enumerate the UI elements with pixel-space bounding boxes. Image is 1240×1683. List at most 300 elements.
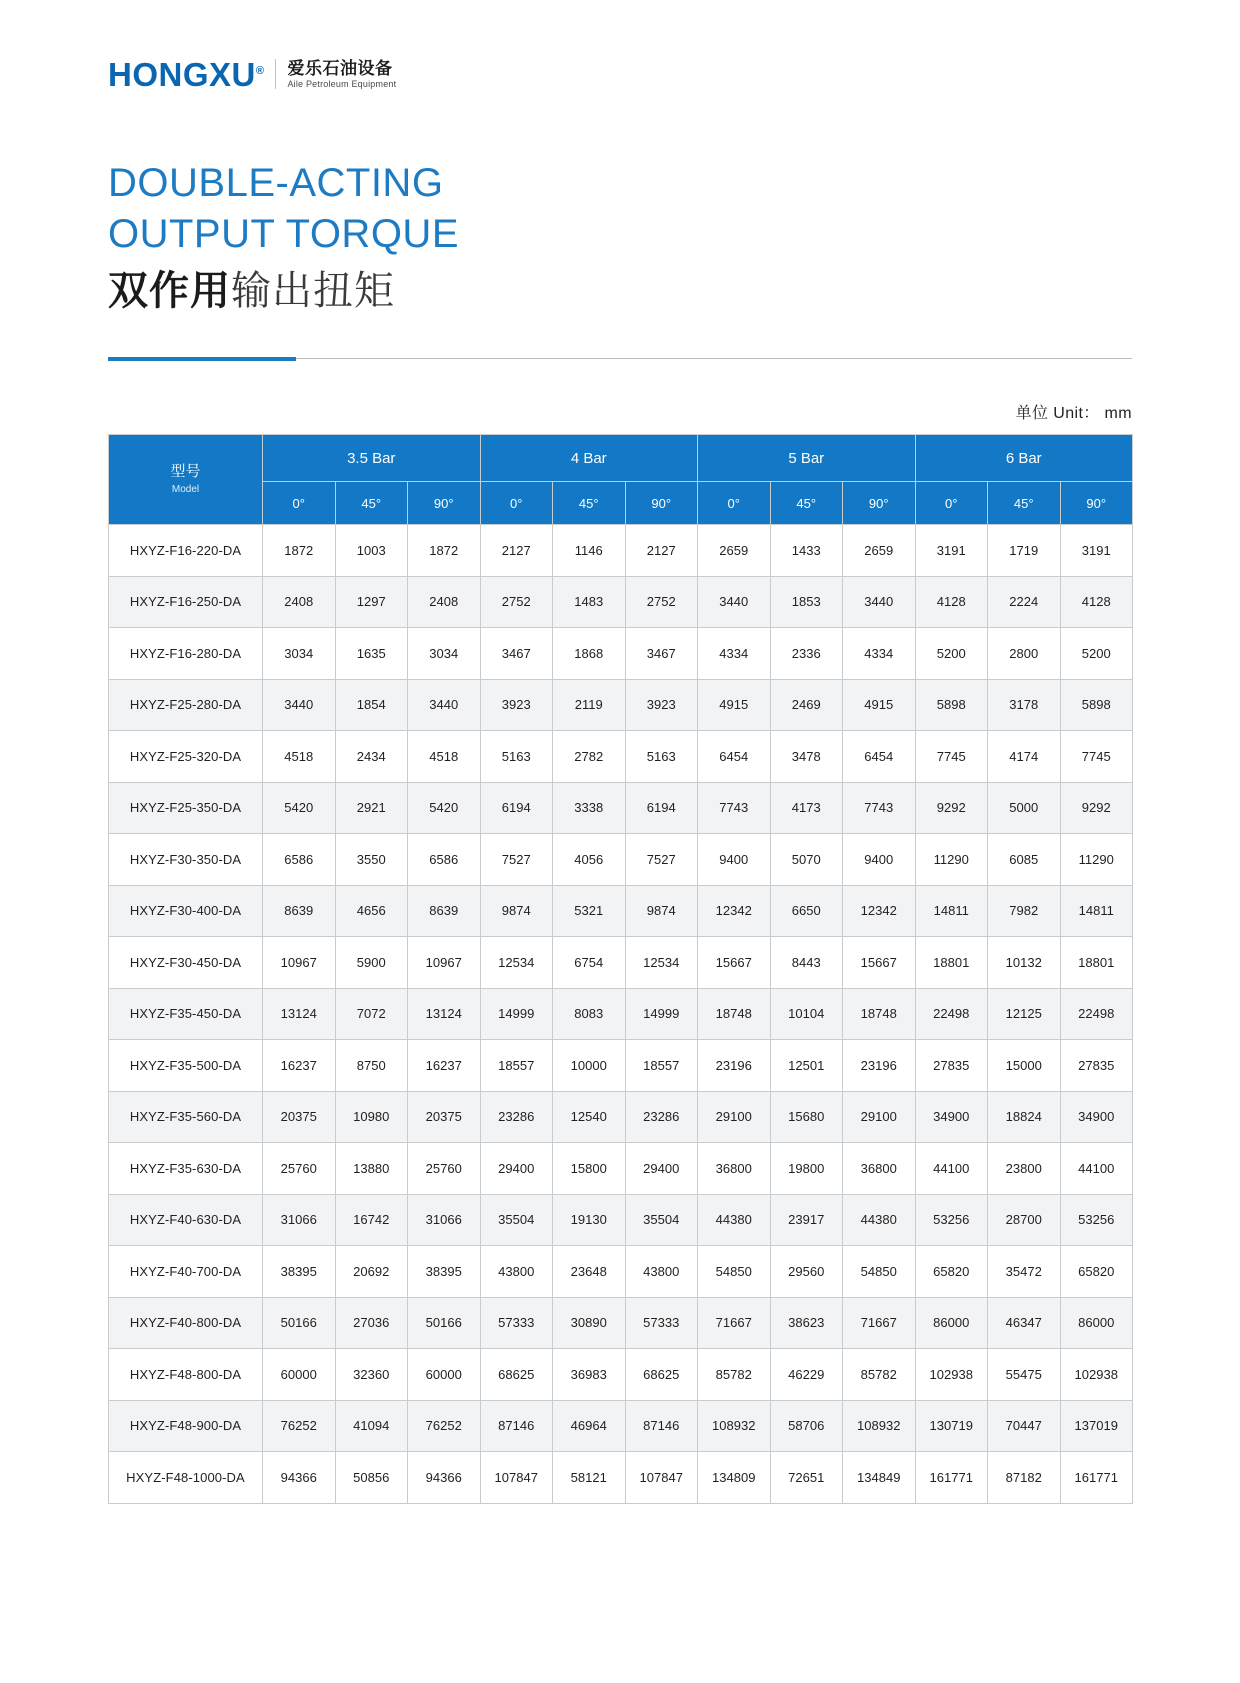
angle-header: 45° <box>770 482 843 525</box>
torque-value-cell: 23800 <box>988 1143 1061 1195</box>
torque-value-cell: 50166 <box>408 1297 481 1349</box>
pressure-group-header: 4 Bar <box>480 435 698 482</box>
torque-value-cell: 38395 <box>263 1246 336 1298</box>
torque-value-cell: 7527 <box>625 834 698 886</box>
torque-value-cell: 44380 <box>698 1194 771 1246</box>
torque-value-cell: 18801 <box>1060 937 1133 989</box>
torque-value-cell: 1872 <box>408 525 481 577</box>
torque-value-cell: 3467 <box>480 628 553 680</box>
model-header-en: Model <box>171 483 200 495</box>
torque-value-cell: 134849 <box>843 1452 916 1504</box>
torque-value-cell: 85782 <box>698 1349 771 1401</box>
table-body <box>109 525 1133 1504</box>
torque-value-cell: 15667 <box>843 937 916 989</box>
table-row <box>109 731 1133 783</box>
torque-value-cell: 1483 <box>553 576 626 628</box>
torque-value-cell: 29400 <box>625 1143 698 1195</box>
model-cell: HXYZ-F16-250-DA <box>109 576 263 628</box>
torque-value-cell: 134809 <box>698 1452 771 1504</box>
torque-value-cell: 15680 <box>770 1091 843 1143</box>
torque-value-cell: 13124 <box>263 988 336 1040</box>
torque-value-cell: 4056 <box>553 834 626 886</box>
torque-value-cell: 58706 <box>770 1400 843 1452</box>
torque-value-cell: 31066 <box>263 1194 336 1246</box>
torque-value-cell: 13880 <box>335 1143 408 1195</box>
torque-value-cell: 12342 <box>698 885 771 937</box>
torque-value-cell: 1853 <box>770 576 843 628</box>
torque-value-cell: 7982 <box>988 885 1061 937</box>
torque-value-cell: 1635 <box>335 628 408 680</box>
torque-value-cell: 23648 <box>553 1246 626 1298</box>
torque-value-cell: 6586 <box>263 834 336 886</box>
torque-value-cell: 10132 <box>988 937 1061 989</box>
logo-divider <box>275 59 276 89</box>
table-row <box>109 937 1133 989</box>
torque-value-cell: 87182 <box>988 1452 1061 1504</box>
table-row <box>109 1194 1133 1246</box>
model-cell: HXYZ-F16-280-DA <box>109 628 263 680</box>
torque-value-cell: 22498 <box>1060 988 1133 1040</box>
torque-value-cell: 19130 <box>553 1194 626 1246</box>
torque-value-cell: 6650 <box>770 885 843 937</box>
model-cell: HXYZ-F40-700-DA <box>109 1246 263 1298</box>
torque-value-cell: 19800 <box>770 1143 843 1195</box>
torque-value-cell: 60000 <box>408 1349 481 1401</box>
torque-value-cell: 2782 <box>553 731 626 783</box>
torque-value-cell: 6454 <box>843 731 916 783</box>
model-header-cell <box>109 435 263 525</box>
torque-value-cell: 29400 <box>480 1143 553 1195</box>
torque-value-cell: 36983 <box>553 1349 626 1401</box>
angle-header: 0° <box>263 482 336 525</box>
torque-value-cell: 130719 <box>915 1400 988 1452</box>
torque-value-cell: 29100 <box>698 1091 771 1143</box>
table-row <box>109 576 1133 628</box>
model-cell: HXYZ-F25-320-DA <box>109 731 263 783</box>
model-cell: HXYZ-F35-630-DA <box>109 1143 263 1195</box>
torque-value-cell: 107847 <box>625 1452 698 1504</box>
torque-value-cell: 3178 <box>988 679 1061 731</box>
torque-value-cell: 4656 <box>335 885 408 937</box>
model-cell: HXYZ-F35-450-DA <box>109 988 263 1040</box>
torque-value-cell: 9874 <box>480 885 553 937</box>
table-row <box>109 782 1133 834</box>
table-head <box>109 435 1133 525</box>
torque-value-cell: 3034 <box>263 628 336 680</box>
brand-name-cn: 爱乐石油设备 <box>287 58 393 78</box>
torque-value-cell: 11290 <box>1060 834 1133 886</box>
angle-header: 0° <box>480 482 553 525</box>
torque-value-cell: 4334 <box>698 628 771 680</box>
divider-accent <box>108 357 296 361</box>
torque-value-cell: 18824 <box>988 1091 1061 1143</box>
torque-value-cell: 1146 <box>553 525 626 577</box>
torque-value-cell: 53256 <box>1060 1194 1133 1246</box>
torque-value-cell: 15667 <box>698 937 771 989</box>
torque-value-cell: 60000 <box>263 1349 336 1401</box>
torque-value-cell: 46229 <box>770 1349 843 1401</box>
torque-value-cell: 38623 <box>770 1297 843 1349</box>
torque-value-cell: 5200 <box>1060 628 1133 680</box>
model-cell: HXYZ-F30-350-DA <box>109 834 263 886</box>
torque-value-cell: 68625 <box>480 1349 553 1401</box>
table-row <box>109 1040 1133 1092</box>
torque-value-cell: 94366 <box>408 1452 481 1504</box>
torque-value-cell: 14999 <box>480 988 553 1040</box>
page-title <box>108 158 459 316</box>
torque-value-cell: 18557 <box>480 1040 553 1092</box>
torque-value-cell: 8083 <box>553 988 626 1040</box>
torque-value-cell: 108932 <box>698 1400 771 1452</box>
torque-value-cell: 34900 <box>1060 1091 1133 1143</box>
title-line-2: OUTPUT TORQUE <box>108 212 459 257</box>
torque-value-cell: 43800 <box>625 1246 698 1298</box>
torque-value-cell: 29100 <box>843 1091 916 1143</box>
unit-note: 单位 Unit： mm <box>1015 405 1132 422</box>
logo-wordmark-text: HONGXU <box>108 56 256 93</box>
torque-value-cell: 7743 <box>843 782 916 834</box>
torque-value-cell: 87146 <box>480 1400 553 1452</box>
torque-value-cell: 23286 <box>625 1091 698 1143</box>
torque-value-cell: 7743 <box>698 782 771 834</box>
torque-value-cell: 3923 <box>480 679 553 731</box>
torque-value-cell: 38395 <box>408 1246 481 1298</box>
torque-value-cell: 3191 <box>1060 525 1133 577</box>
torque-value-cell: 20692 <box>335 1246 408 1298</box>
torque-value-cell: 2469 <box>770 679 843 731</box>
torque-value-cell: 54850 <box>843 1246 916 1298</box>
torque-value-cell: 3478 <box>770 731 843 783</box>
torque-value-cell: 6754 <box>553 937 626 989</box>
table-row <box>109 988 1133 1040</box>
torque-value-cell: 1433 <box>770 525 843 577</box>
torque-value-cell: 12125 <box>988 988 1061 1040</box>
torque-value-cell: 43800 <box>480 1246 553 1298</box>
torque-value-cell: 16237 <box>408 1040 481 1092</box>
table-row <box>109 1400 1133 1452</box>
torque-value-cell: 4173 <box>770 782 843 834</box>
title-line-1: DOUBLE-ACTING <box>108 161 444 205</box>
torque-value-cell: 1868 <box>553 628 626 680</box>
model-cell: HXYZ-F30-400-DA <box>109 885 263 937</box>
torque-value-cell: 6586 <box>408 834 481 886</box>
torque-value-cell: 86000 <box>1060 1297 1133 1349</box>
torque-value-cell: 5898 <box>1060 679 1133 731</box>
model-cell: HXYZ-F35-500-DA <box>109 1040 263 1092</box>
torque-value-cell: 2408 <box>263 576 336 628</box>
table-row <box>109 1349 1133 1401</box>
angle-header: 45° <box>988 482 1061 525</box>
torque-value-cell: 1297 <box>335 576 408 628</box>
torque-value-cell: 7745 <box>1060 731 1133 783</box>
table-row <box>109 1143 1133 1195</box>
torque-value-cell: 27835 <box>915 1040 988 1092</box>
brand-logo <box>108 58 396 91</box>
angle-header: 90° <box>408 482 481 525</box>
torque-value-cell: 10104 <box>770 988 843 1040</box>
torque-value-cell: 29560 <box>770 1246 843 1298</box>
torque-value-cell: 9292 <box>1060 782 1133 834</box>
angle-header: 0° <box>698 482 771 525</box>
torque-value-cell: 31066 <box>408 1194 481 1246</box>
torque-value-cell: 14999 <box>625 988 698 1040</box>
torque-value-cell: 46964 <box>553 1400 626 1452</box>
torque-value-cell: 5420 <box>408 782 481 834</box>
angle-header: 45° <box>335 482 408 525</box>
torque-value-cell: 32360 <box>335 1349 408 1401</box>
torque-value-cell: 57333 <box>625 1297 698 1349</box>
torque-value-cell: 58121 <box>553 1452 626 1504</box>
torque-value-cell: 12501 <box>770 1040 843 1092</box>
title-divider <box>108 357 1132 361</box>
torque-value-cell: 3440 <box>698 576 771 628</box>
torque-value-cell: 12540 <box>553 1091 626 1143</box>
torque-value-cell: 9874 <box>625 885 698 937</box>
torque-value-cell: 3034 <box>408 628 481 680</box>
table-row <box>109 679 1133 731</box>
torque-value-cell: 16742 <box>335 1194 408 1246</box>
torque-value-cell: 1872 <box>263 525 336 577</box>
model-cell: HXYZ-F35-560-DA <box>109 1091 263 1143</box>
torque-value-cell: 5163 <box>625 731 698 783</box>
torque-value-cell: 55475 <box>988 1349 1061 1401</box>
title-cn-bold: 双作用 <box>108 269 231 314</box>
torque-value-cell: 85782 <box>843 1349 916 1401</box>
torque-value-cell: 2119 <box>553 679 626 731</box>
torque-value-cell: 30890 <box>553 1297 626 1349</box>
torque-value-cell: 2127 <box>625 525 698 577</box>
torque-value-cell: 3923 <box>625 679 698 731</box>
torque-value-cell: 3467 <box>625 628 698 680</box>
torque-value-cell: 4334 <box>843 628 916 680</box>
torque-value-cell: 5070 <box>770 834 843 886</box>
torque-value-cell: 76252 <box>408 1400 481 1452</box>
torque-value-cell: 3440 <box>408 679 481 731</box>
torque-value-cell: 16237 <box>263 1040 336 1092</box>
torque-value-cell: 2434 <box>335 731 408 783</box>
torque-value-cell: 102938 <box>1060 1349 1133 1401</box>
torque-value-cell: 34900 <box>915 1091 988 1143</box>
torque-value-cell: 4128 <box>915 576 988 628</box>
brand-name-en: Aile Petroleum Equipment <box>287 79 397 90</box>
torque-value-cell: 11290 <box>915 834 988 886</box>
table-row <box>109 834 1133 886</box>
torque-value-cell: 25760 <box>408 1143 481 1195</box>
torque-value-cell: 76252 <box>263 1400 336 1452</box>
torque-value-cell: 54850 <box>698 1246 771 1298</box>
torque-value-cell: 12534 <box>625 937 698 989</box>
torque-value-cell: 102938 <box>915 1349 988 1401</box>
torque-value-cell: 35504 <box>625 1194 698 1246</box>
torque-value-cell: 36800 <box>698 1143 771 1195</box>
torque-value-cell: 8750 <box>335 1040 408 1092</box>
torque-value-cell: 72651 <box>770 1452 843 1504</box>
model-cell: HXYZ-F40-630-DA <box>109 1194 263 1246</box>
torque-value-cell: 2752 <box>625 576 698 628</box>
table-row <box>109 1091 1133 1143</box>
torque-value-cell: 18748 <box>698 988 771 1040</box>
table-head-row-angles <box>109 482 1133 525</box>
torque-value-cell: 8639 <box>263 885 336 937</box>
torque-value-cell: 18557 <box>625 1040 698 1092</box>
torque-value-cell: 9292 <box>915 782 988 834</box>
torque-value-cell: 70447 <box>988 1400 1061 1452</box>
title-cn-light: 输出扭矩 <box>231 269 395 314</box>
torque-value-cell: 4518 <box>263 731 336 783</box>
torque-value-cell: 65820 <box>915 1246 988 1298</box>
torque-value-cell: 5420 <box>263 782 336 834</box>
torque-value-cell: 20375 <box>408 1091 481 1143</box>
model-cell: HXYZ-F48-1000-DA <box>109 1452 263 1504</box>
torque-value-cell: 4518 <box>408 731 481 783</box>
torque-value-cell: 65820 <box>1060 1246 1133 1298</box>
torque-value-cell: 44380 <box>843 1194 916 1246</box>
torque-value-cell: 44100 <box>1060 1143 1133 1195</box>
angle-header: 45° <box>553 482 626 525</box>
torque-value-cell: 7745 <box>915 731 988 783</box>
torque-value-cell: 3338 <box>553 782 626 834</box>
torque-value-cell: 68625 <box>625 1349 698 1401</box>
torque-table-wrapper <box>108 434 1132 1504</box>
torque-value-cell: 14811 <box>1060 885 1133 937</box>
pressure-group-header: 3.5 Bar <box>263 435 481 482</box>
torque-value-cell: 137019 <box>1060 1400 1133 1452</box>
pressure-group-header: 5 Bar <box>698 435 916 482</box>
torque-table <box>108 434 1133 1504</box>
torque-value-cell: 5000 <box>988 782 1061 834</box>
torque-value-cell: 10980 <box>335 1091 408 1143</box>
torque-value-cell: 44100 <box>915 1143 988 1195</box>
torque-value-cell: 1854 <box>335 679 408 731</box>
torque-value-cell: 6085 <box>988 834 1061 886</box>
angle-header: 0° <box>915 482 988 525</box>
torque-value-cell: 2336 <box>770 628 843 680</box>
torque-value-cell: 10967 <box>408 937 481 989</box>
torque-value-cell: 3440 <box>263 679 336 731</box>
torque-value-cell: 3440 <box>843 576 916 628</box>
angle-header: 90° <box>843 482 916 525</box>
torque-value-cell: 3550 <box>335 834 408 886</box>
torque-value-cell: 3191 <box>915 525 988 577</box>
torque-value-cell: 15000 <box>988 1040 1061 1092</box>
model-cell: HXYZ-F48-900-DA <box>109 1400 263 1452</box>
pressure-group-header: 6 Bar <box>915 435 1133 482</box>
torque-value-cell: 22498 <box>915 988 988 1040</box>
torque-value-cell: 27835 <box>1060 1040 1133 1092</box>
brand-name-block <box>287 59 396 91</box>
torque-value-cell: 18748 <box>843 988 916 1040</box>
torque-value-cell: 12342 <box>843 885 916 937</box>
torque-value-cell: 25760 <box>263 1143 336 1195</box>
torque-value-cell: 6454 <box>698 731 771 783</box>
torque-value-cell: 4128 <box>1060 576 1133 628</box>
model-cell: HXYZ-F40-800-DA <box>109 1297 263 1349</box>
torque-value-cell: 2659 <box>843 525 916 577</box>
torque-value-cell: 13124 <box>408 988 481 1040</box>
torque-value-cell: 4174 <box>988 731 1061 783</box>
torque-value-cell: 2921 <box>335 782 408 834</box>
angle-header: 90° <box>1060 482 1133 525</box>
torque-value-cell: 107847 <box>480 1452 553 1504</box>
torque-value-cell: 23917 <box>770 1194 843 1246</box>
angle-header: 90° <box>625 482 698 525</box>
logo-wordmark <box>108 58 264 91</box>
torque-value-cell: 28700 <box>988 1194 1061 1246</box>
torque-value-cell: 23196 <box>843 1040 916 1092</box>
torque-value-cell: 5200 <box>915 628 988 680</box>
torque-value-cell: 12534 <box>480 937 553 989</box>
torque-value-cell: 1003 <box>335 525 408 577</box>
torque-value-cell: 27036 <box>335 1297 408 1349</box>
torque-value-cell: 10967 <box>263 937 336 989</box>
torque-value-cell: 57333 <box>480 1297 553 1349</box>
torque-value-cell: 1719 <box>988 525 1061 577</box>
torque-value-cell: 23286 <box>480 1091 553 1143</box>
torque-value-cell: 5898 <box>915 679 988 731</box>
table-row <box>109 1246 1133 1298</box>
model-cell: HXYZ-F25-350-DA <box>109 782 263 834</box>
torque-value-cell: 2408 <box>408 576 481 628</box>
torque-value-cell: 94366 <box>263 1452 336 1504</box>
torque-value-cell: 9400 <box>698 834 771 886</box>
torque-value-cell: 87146 <box>625 1400 698 1452</box>
table-head-row-groups <box>109 435 1133 482</box>
torque-value-cell: 2752 <box>480 576 553 628</box>
torque-value-cell: 15800 <box>553 1143 626 1195</box>
model-cell: HXYZ-F25-280-DA <box>109 679 263 731</box>
torque-value-cell: 35472 <box>988 1246 1061 1298</box>
torque-value-cell: 2659 <box>698 525 771 577</box>
torque-value-cell: 35504 <box>480 1194 553 1246</box>
torque-value-cell: 71667 <box>698 1297 771 1349</box>
torque-value-cell: 2224 <box>988 576 1061 628</box>
model-cell: HXYZ-F30-450-DA <box>109 937 263 989</box>
torque-value-cell: 50856 <box>335 1452 408 1504</box>
torque-value-cell: 4915 <box>698 679 771 731</box>
torque-value-cell: 9400 <box>843 834 916 886</box>
torque-value-cell: 5321 <box>553 885 626 937</box>
torque-value-cell: 7072 <box>335 988 408 1040</box>
torque-value-cell: 50166 <box>263 1297 336 1349</box>
torque-value-cell: 5900 <box>335 937 408 989</box>
torque-value-cell: 8443 <box>770 937 843 989</box>
torque-value-cell: 2127 <box>480 525 553 577</box>
table-row <box>109 1297 1133 1349</box>
torque-value-cell: 86000 <box>915 1297 988 1349</box>
torque-value-cell: 4915 <box>843 679 916 731</box>
model-cell: HXYZ-F48-800-DA <box>109 1349 263 1401</box>
torque-value-cell: 18801 <box>915 937 988 989</box>
torque-value-cell: 20375 <box>263 1091 336 1143</box>
model-header-cn: 型号 <box>170 462 201 480</box>
torque-value-cell: 36800 <box>843 1143 916 1195</box>
torque-value-cell: 7527 <box>480 834 553 886</box>
table-row <box>109 628 1133 680</box>
torque-value-cell: 10000 <box>553 1040 626 1092</box>
torque-value-cell: 161771 <box>1060 1452 1133 1504</box>
torque-value-cell: 161771 <box>915 1452 988 1504</box>
torque-value-cell: 71667 <box>843 1297 916 1349</box>
table-row <box>109 1452 1133 1504</box>
torque-value-cell: 5163 <box>480 731 553 783</box>
table-row <box>109 525 1133 577</box>
torque-value-cell: 14811 <box>915 885 988 937</box>
torque-value-cell: 2800 <box>988 628 1061 680</box>
torque-value-cell: 108932 <box>843 1400 916 1452</box>
torque-value-cell: 6194 <box>480 782 553 834</box>
torque-value-cell: 53256 <box>915 1194 988 1246</box>
torque-value-cell: 41094 <box>335 1400 408 1452</box>
